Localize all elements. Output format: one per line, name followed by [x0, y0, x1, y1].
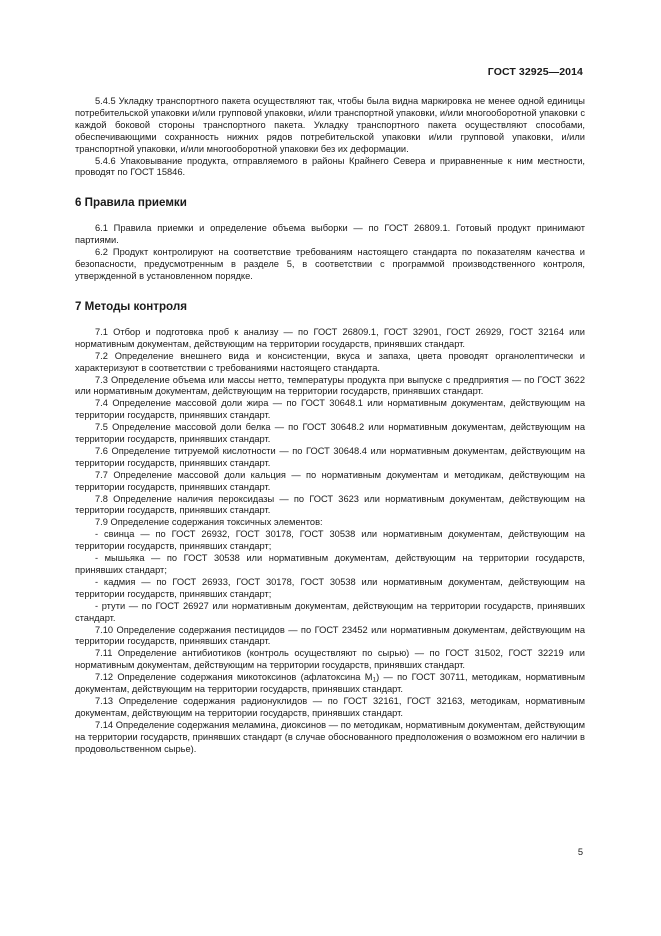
list-item-arsenic: - мышьяка — по ГОСТ 30538 или нормативным документам, действующим на территории государств, принявших стандарт;: [75, 553, 585, 575]
paragraph-7-3: 7.3 Определение объема или массы нетто, температуры продукта при выпуске с предприятия — по ГОСТ 3622 или нормативным документам, действующим на территории государств, принявших стандарт.: [75, 374, 585, 397]
list-item-mercury: - ртути — по ГОСТ 26927 или нормативным документам, действующим на территории государств, принявших стандарт.: [75, 600, 585, 623]
subscript-index: 1: [372, 676, 377, 684]
paragraph-7-4: 7.4 Определение массовой доли жира — по ГОСТ 30648.1 или нормативным документам, действующим на территории государств, принявших стандарт.: [75, 398, 585, 421]
document-code: ГОСТ 32925—2014: [487, 66, 583, 78]
paragraph-7-13: 7.13 Определение содержания радионуклидов — по ГОСТ 32161, ГОСТ 32163, методикам, нормативным документам, действующим на территории государств, принявших стандарт.: [75, 695, 585, 718]
paragraph-6-2: 6.2 Продукт контролируют на соответствие требованиям настоящего стандарта по показателям качества и безопасности, предусмотренным в разделе 5, в соответствии с программой производственного контроля, утвержденной в установленном порядке.: [75, 247, 585, 281]
paragraph-7-14: 7.14 Определение содержания меламина, диоксинов — по методикам, нормативным документам, действующим на территории государств, принявших стандарт (в случае обоснованного предположения о возможном его наличии в продовольственном сырье).: [75, 719, 585, 754]
paragraph-7-12-end: ) — по ГОСТ 30711, методикам, нормативным документам, действующим на территории государств, принявших стандарт.: [75, 672, 585, 695]
paragraph-7-8: 7.8 Определение наличия пероксидазы — по ГОСТ 3623 или нормативным документам, действующим на территории государств, принявших стандарт.: [75, 493, 585, 516]
paragraph-5-4-6: 5.4.6 Упаковывание продукта, отправляемого в районы Крайнего Севера и приравненные к ним местности, проводят по ГОСТ 15846.: [75, 155, 585, 178]
paragraph-7-6: 7.6 Определение титруемой кислотности — по ГОСТ 30648.4 или нормативным документам, действующим на территории государств, принявших стандарт.: [75, 445, 585, 468]
page-number: 5: [577, 847, 583, 857]
paragraph-7-1: 7.1 Отбор и подготовка проб к анализу — по ГОСТ 26809.1, ГОСТ 32901, ГОСТ 26929, ГОСТ 32164 или нормативным документам, действующим на территории государств, принявших стандарт.: [75, 326, 585, 349]
paragraph-7-12: [75, 672, 585, 696]
paragraph-6-1: 6.1 Правила приемки и определение объема выборки — по ГОСТ 26809.1. Готовый продукт принимают партиями.: [75, 223, 585, 246]
section-6-heading: 6 Правила приемки: [75, 196, 187, 210]
paragraph-5-4-5: 5.4.5 Укладку транспортного пакета осуществляют так, чтобы была видна маркировка не менее одной единицы потребительской упаковки и/или групповой упаковки, и/или транспортной упаковки, и/или многооборотной упаковки с каждой боковой стороны транспортного пакета. Укладку транспортного пакета осуществляют способами, обеспечивающими сохранность нижних рядов потребительской упаковки и/или групповой упаковки, и/или транспортной упаковки, и/или многооборотной упаковки без их деформации.: [75, 96, 585, 154]
page-content: [75, 96, 585, 756]
paragraph-7-7: 7.7 Определение массовой доли кальция — по нормативным документам и методикам, действующим на территории государств, принявших стандарт.: [75, 469, 585, 492]
paragraph-7-9: 7.9 Определение содержания токсичных элементов:: [95, 517, 323, 528]
paragraph-7-10: 7.10 Определение содержания пестицидов — по ГОСТ 23452 или нормативным документам, действующим на территории государств, принявших стандарт.: [75, 624, 585, 647]
section-7-heading: 7 Методы контроля: [75, 299, 187, 313]
paragraph-7-5: 7.5 Определение массовой доли белка — по ГОСТ 30648.2 или нормативным документам, действующим на территории государств, принявших стандарт.: [75, 422, 585, 445]
paragraph-7-2: 7.2 Определение внешнего вида и консистенции, вкуса и запаха, цвета проводят органолептически и характеризуют в соответствии с требованиями настоящего стандарта.: [75, 350, 585, 373]
list-item-lead: - свинца — по ГОСТ 26932, ГОСТ 30178, ГОСТ 30538 или нормативным документам, действующим на территории государств, принявших стандарт;: [75, 529, 585, 552]
list-item-cadmium: - кадмия — по ГОСТ 26933, ГОСТ 30178, ГОСТ 30538 или нормативным документам, действующим на территории государств, принявших стандарт;: [75, 576, 585, 599]
paragraph-7-11: 7.11 Определение антибиотиков (контроль осуществляют по сырью) — по ГОСТ 31502, ГОСТ 32219 или нормативным документам, действующим на территории государств, принявших стандарт.: [75, 648, 585, 671]
paragraph-7-12-start: 7.12 Определение содержания микотоксинов (афлатоксина M: [95, 672, 373, 683]
